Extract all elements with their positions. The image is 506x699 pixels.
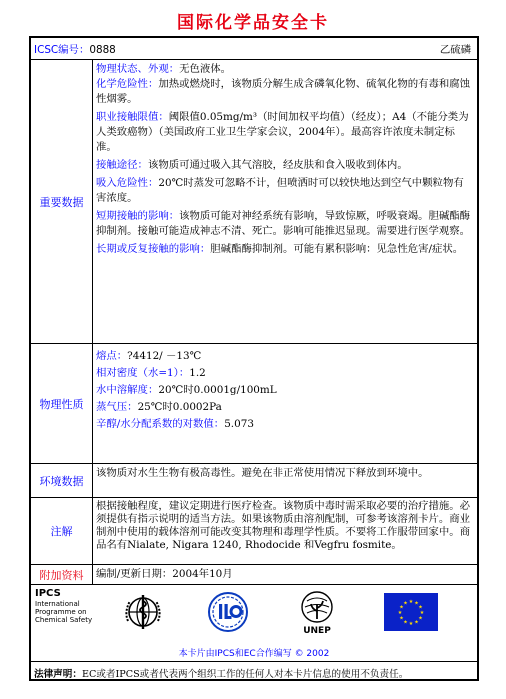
icsc-header-row [31, 38, 477, 59]
ilo-emblem-icon [206, 590, 250, 634]
card-title: 国际化学品安全卡 [177, 13, 329, 33]
legal-row [31, 661, 477, 683]
eu-flag-icon [384, 593, 438, 631]
notes-section [31, 497, 477, 564]
svg-text:★: ★ [399, 615, 404, 622]
important-item: 长期或反复接触的影响：胆碱酯酶抑制剂。可能有累积影响：见急性危害/症状。 [96, 243, 464, 255]
environment-content: 该物质对水生生物有极高毒性。避免在非正常使用情况下释放到环境中。 [96, 467, 429, 479]
property-item: 熔点：?4412/ －13℃ [96, 350, 202, 362]
physical-properties-section [31, 343, 477, 463]
important-item: 短期接触的影响：该物质可能对神经系统有影响，导致惊厥，呼吸衰竭。胆碱酯酶抑制剂。接触可能造成神志不清、死亡。影响可能推迟显现。需要进行医学观察。 [96, 210, 471, 237]
svg-text:★: ★ [414, 619, 419, 626]
safety-card [29, 36, 479, 681]
additional-section [31, 564, 477, 584]
notes-content: 根据接触程度，建议定期进行医疗检查。该物质中毒时需采取必要的治疗措施。必须提供有指示说明的适当方法。如果该物质由溶剂配制，可参考该溶剂卡片。商业制剂中使用的载体溶剂可能改变其物理和毒理学性质。不要将工作服带回家中。商品名有Nialate, Nigara 1240, Rhodocide 和Vegfru fosmite。 [96, 500, 471, 551]
ipcs-logo: IPCS International Programme on Chemical Safety [35, 588, 93, 624]
chemical-name: 乙硫磷 [439, 44, 471, 56]
important-data-section [31, 59, 477, 343]
svg-text:★: ★ [414, 600, 419, 607]
svg-text:★: ★ [403, 619, 408, 626]
important-item: 职业接触限值：阈限值0.05mg/m³（时间加权平均值）（经皮）；A4（不能分类为人类致癌物）（美国政府工业卫生学家会议，2004年）。最高容许浓度未制定标准。 [96, 111, 469, 153]
svg-text:★: ★ [403, 600, 408, 607]
important-item: 吸入危险性：20℃时蒸发可忽略不计，但喷洒时可以较快地达到空气中颗粒物有害浓度。 [96, 177, 464, 204]
credit-line: 本卡片由IPCS和EC合作编写 © 2002 [178, 649, 330, 659]
unep-label: UNEP [303, 626, 331, 636]
additional-content: 编制/更新日期：2004年10月 [96, 568, 233, 580]
who-emblem-icon [123, 591, 163, 633]
physical-properties-content [93, 344, 477, 463]
notes-label: 注解 [31, 498, 93, 564]
icsc-number: 0888 [89, 44, 116, 56]
property-item: 蒸气压：25℃时0.0002Pa [96, 401, 222, 413]
legal-text: EC或者IPCS或者代表两个组织工作的任何人对本卡片信息的使用不负责任。 [81, 669, 409, 680]
svg-text:★: ★ [408, 621, 414, 627]
important-data-label: 重要数据 [31, 60, 93, 343]
svg-text:★: ★ [418, 604, 423, 611]
property-item: 水中溶解度：20℃时0.0001g/100mL [96, 384, 277, 396]
environment-label: 环境数据 [31, 464, 93, 497]
svg-text:★: ★ [418, 615, 423, 622]
svg-text:★: ★ [397, 610, 403, 616]
svg-text:★: ★ [408, 599, 414, 605]
logos-section [31, 584, 477, 661]
important-item: 接触途径：该物质可通过吸入其气溶胶，经皮肤和食入吸收到体内。 [96, 159, 408, 171]
legal-label: 法律声明： [34, 669, 82, 680]
svg-text:★: ★ [419, 610, 425, 616]
icsc-label: ICSC编号： [34, 44, 90, 56]
important-data-content [93, 60, 477, 343]
important-item: 物理状态、外观：无色液体。 [96, 63, 232, 75]
physical-properties-label: 物理性质 [31, 344, 93, 463]
important-item: 化学危险性：加热或燃烧时，该物质分解生成含磷氧化物、硫氧化物的有毒和腐蚀性烟雾。 [96, 78, 471, 105]
property-item: 相对密度（水=1）：1.2 [96, 367, 206, 379]
environment-section [31, 463, 477, 497]
unep-emblem-icon [299, 589, 335, 625]
property-item: 辛醇/水分配系数的对数值：5.073 [96, 418, 254, 430]
additional-label: 附加资料 [31, 565, 93, 584]
svg-text:★: ★ [399, 604, 404, 611]
